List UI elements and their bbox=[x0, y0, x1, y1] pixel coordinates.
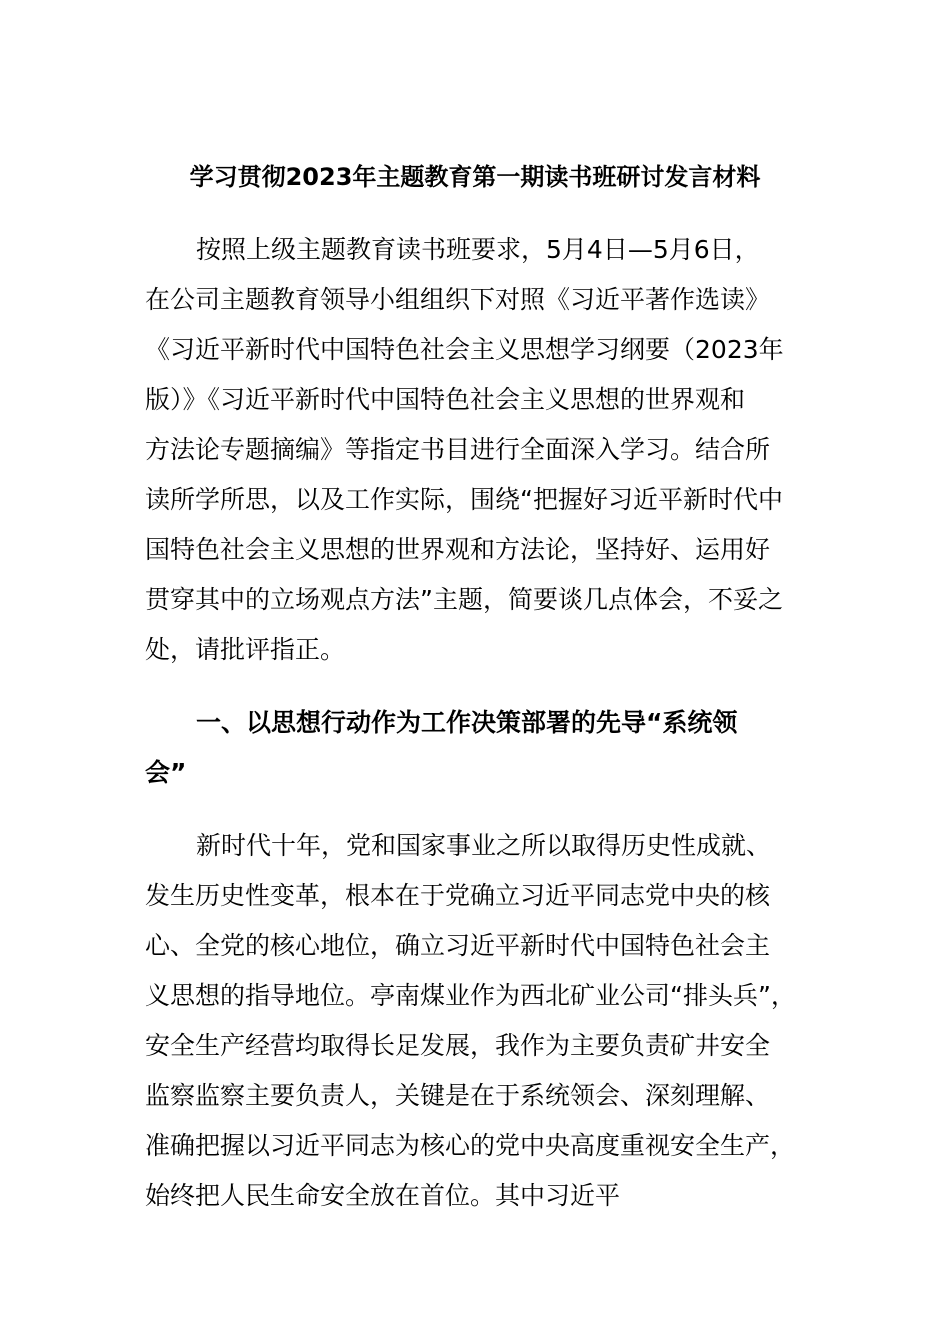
paragraph-line: 准确把握以习近平同志为核心的党中央高度重视安全生产， bbox=[145, 1131, 796, 1160]
paragraph-line: 新时代十年，党和国家事业之所以取得历史性成就、 bbox=[196, 831, 772, 860]
paragraph-line: 在公司主题教育领导小组组织下对照《习近平著作选读》 bbox=[145, 285, 771, 314]
paragraph-line: 义思想的指导地位。亭南煤业作为西北矿业公司“排头兵”， bbox=[145, 981, 796, 1010]
section-heading: 会” bbox=[145, 758, 187, 787]
paragraph-line: 国特色社会主义思想的世界观和方法论，坚持好、运用好 bbox=[145, 535, 771, 564]
section-heading: 一、以思想行动作为工作决策部署的先导“系统领 bbox=[196, 708, 738, 737]
paragraph-line: 方法论专题摘编》等指定书目进行全面深入学习。结合所 bbox=[145, 435, 771, 464]
document-title: 学习贯彻2023年主题教育第一期读书班研讨发言材料 bbox=[189, 163, 761, 191]
paragraph-line: 贯穿其中的立场观点方法”主题，简要谈几点体会，不妥之 bbox=[145, 585, 783, 614]
paragraph-line: 监察监察主要负责人，关键是在于系统领会、深刻理解、 bbox=[145, 1081, 771, 1110]
paragraph-line: 发生历史性变革，根本在于党确立习近平同志党中央的核 bbox=[145, 881, 771, 910]
paragraph-line: 处，请批评指正。 bbox=[145, 635, 346, 664]
paragraph-line: 始终把人民生命安全放在首位。其中习近平 bbox=[145, 1181, 621, 1210]
paragraph-line: 按照上级主题教育读书班要求，5月4日—5月6日， bbox=[196, 235, 760, 264]
paragraph-line: 《习近平新时代中国特色社会主义思想学习纲要（2023年 bbox=[145, 335, 784, 364]
paragraph-line: 读所学所思，以及工作实际，围绕“把握好习近平新时代中 bbox=[145, 485, 783, 514]
paragraph-line: 版）》《习近平新时代中国特色社会主义思想的世界观和 bbox=[145, 385, 746, 414]
paragraph-line: 安全生产经营均取得长足发展，我作为主要负责矿井安全 bbox=[145, 1031, 771, 1060]
paragraph-line: 心、全党的核心地位，确立习近平新时代中国特色社会主 bbox=[145, 931, 771, 960]
